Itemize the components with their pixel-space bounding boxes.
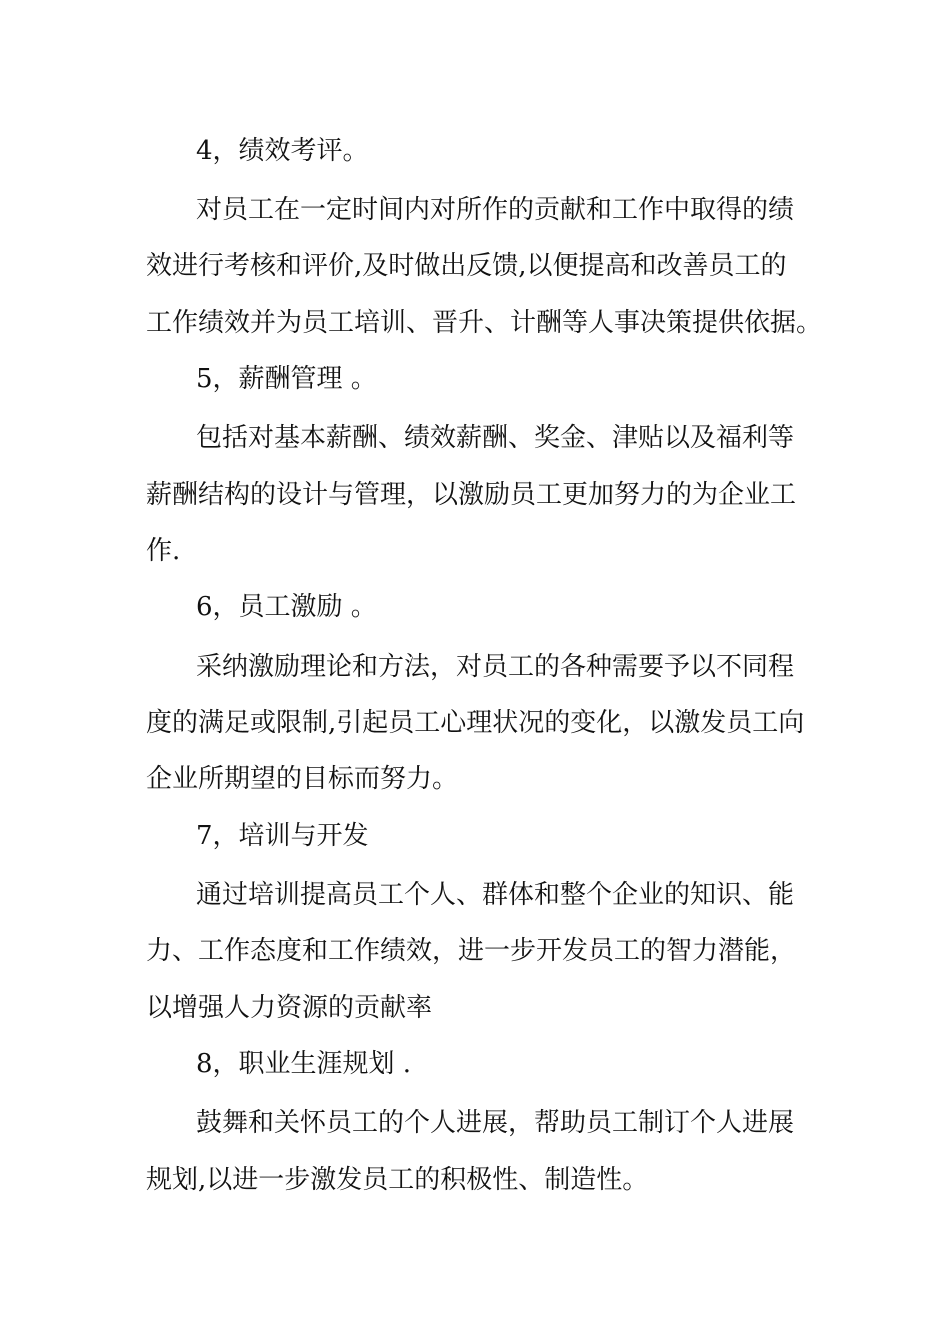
paragraph-line: 力、工作态度和工作绩效，进一步开发员工的智力潜能， <box>146 936 797 966</box>
section-heading: 5，薪酬管理 。 <box>196 364 377 394</box>
paragraph-line: 鼓舞和关怀员工的个人进展，帮助员工制订个人进展 <box>196 1108 795 1138</box>
paragraph-line: 工作绩效并为员工培训、晋升、计酬等人事决策提供依据。 <box>146 308 823 338</box>
paragraph-line: 对员工在一定时间内对所作的贡献和工作中取得的绩 <box>196 195 795 225</box>
paragraph-line: 作. <box>146 536 181 566</box>
paragraph-line: 通过培训提高员工个人、群体和整个企业的知识、能 <box>196 880 795 910</box>
section-heading: 8，职业生涯规划 . <box>196 1049 412 1079</box>
paragraph-line: 效进行考核和评价,及时做出反馈,以便提高和改善员工的 <box>146 251 787 281</box>
section-heading: 6，员工激励 。 <box>196 592 377 622</box>
paragraph-line: 规划,以进一步激发员工的积极性、制造性。 <box>146 1165 649 1195</box>
paragraph-line: 以增强人力资源的贡献率 <box>146 993 433 1023</box>
section-heading: 7，培训与开发 <box>196 821 369 851</box>
paragraph-line: 包括对基本薪酬、绩效薪酬、奖金、津贴以及福利等 <box>196 423 795 453</box>
paragraph-line: 度的满足或限制,引起员工心理状况的变化，以激发员工向 <box>146 708 805 738</box>
paragraph-line: 采纳激励理论和方法，对员工的各种需要予以不同程 <box>196 652 795 682</box>
section-heading: 4，绩效考评。 <box>196 136 369 166</box>
paragraph-line: 企业所期望的目标而努力。 <box>146 764 459 794</box>
paragraph-line: 薪酬结构的设计与管理，以激励员工更加努力的为企业工 <box>146 480 797 510</box>
